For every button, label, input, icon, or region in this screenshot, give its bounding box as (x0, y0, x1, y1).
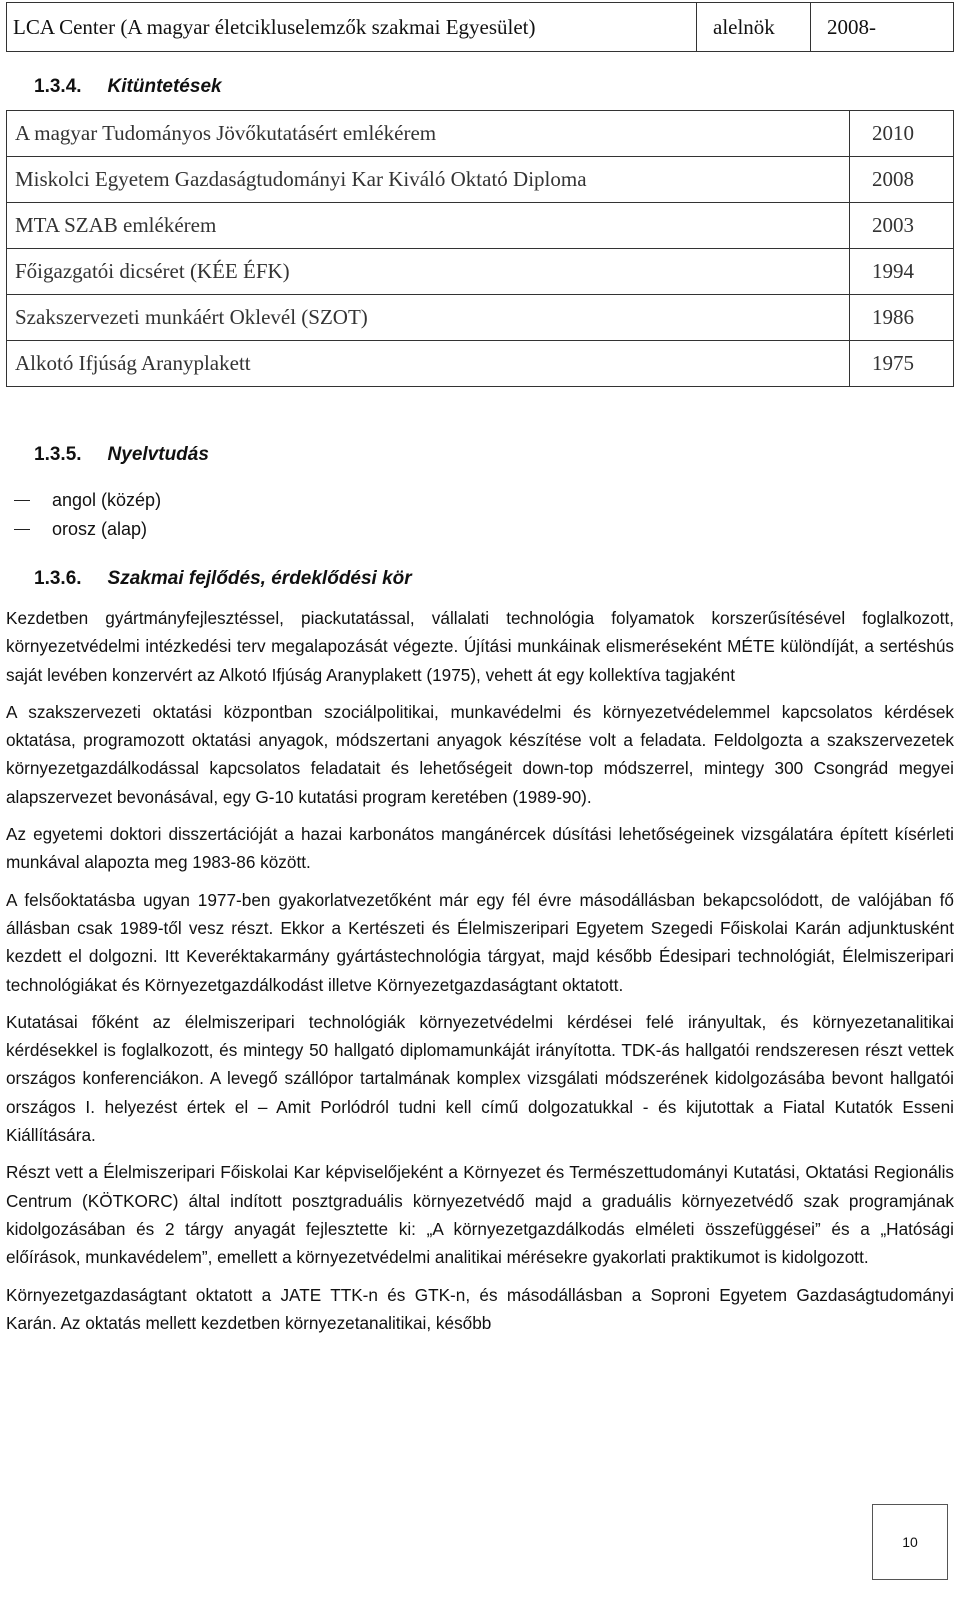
list-item (14, 515, 161, 544)
section-heading-awards (34, 76, 222, 98)
body-text (6, 604, 954, 1346)
paragraph: Kezdetben gyártmányfejlesztéssel, piackutatással, vállalati technológia folyamatok korszerűsítésével foglalkozott, környezetvédelmi intézkedési terv megalapozását végezte. Újítási munkáinak elismeréseként MÉTE különdíját, a sertéshús saját levében konzervért az Alkotó Ifjúság Aranyplakett (1975), vehett át egy kollektíva tagjaként (6, 608, 954, 685)
section-number: 1.3.5. (34, 444, 82, 465)
page-header (6, 2, 954, 52)
section-number: 1.3.6. (34, 568, 82, 589)
award-year: 2003 (850, 203, 954, 249)
section-heading-languages (34, 444, 209, 466)
page-number: 10 (872, 1504, 948, 1580)
section-title: Szakmai fejlődés, érdeklődési kör (107, 568, 412, 589)
dash-bullet-icon (14, 500, 30, 501)
table-row (7, 341, 954, 387)
award-name: A magyar Tudományos Jövőkutatásért emlékérem (7, 111, 850, 157)
award-year: 1994 (850, 249, 954, 295)
list-item (14, 486, 161, 515)
award-name: Főigazgatói dicséret (KÉE ÉFK) (7, 249, 850, 295)
section-number: 1.3.4. (34, 76, 82, 97)
section-title: Kitüntetések (107, 76, 222, 97)
table-row (7, 295, 954, 341)
award-year: 2008 (850, 157, 954, 203)
award-year: 2010 (850, 111, 954, 157)
award-year: 1986 (850, 295, 954, 341)
language-entry: angol (közép) (52, 490, 162, 510)
table-row (7, 157, 954, 203)
header-role: alelnök (697, 3, 811, 51)
award-name: MTA SZAB emlékérem (7, 203, 850, 249)
paragraph: A szakszervezeti oktatási központban szociálpolitikai, munkavédelmi és környezetvédelemmel kapcsolatos kérdések oktatása, programozott oktatási anyagok, módszertani anyagok készítése volt a feladata. Feldolgozta a szakszervezetek környezetgazdálkodással kapcsolatos feladatait és lehetőségeit down-top módszerrel, mintegy 300 Csongrád megyei alapszervezet bevonásával, egy G-10 kutatási program keretében (1989-90). (6, 701, 954, 807)
paragraph: Környezetgazdaságtant oktatott a JATE TTK-n és GTK-n, és másodállásban a Soproni Egyetem Gazdaságtudományi Karán. Az oktatás mellett kezdetben környezetanalitikai, később (6, 1284, 954, 1333)
paragraph: Kutatásai főként az élelmiszeripari technológiák környezetvédelmi kérdései felé irányultak, és környezetanalitikai kérdésekkel is foglalkozott, és mintegy 50 hallgató diplomamunkáját irányította. TDK-ás hallgatói rendszeresen részt vettek országos konferenciákon. A levegő szállópor tartalmának komplex vizsgálati módszerének kidolgozásába bevont hallgatói országos I. helyezést értek el – Amit Porlódról tudni kell című dolgozatukkal - és kijutottak a Fiatal Kutatók Esseni Kiállítására. (6, 1011, 954, 1146)
award-name: Szakszervezeti munkáért Oklevél (SZOT) (7, 295, 850, 341)
paragraph: Az egyetemi doktori disszertációját a hazai karbonátos mangánércek dúsítási lehetőségeinek vizsgálatára épített kísérleti munkával alapozta meg 1983-86 között. (6, 824, 954, 873)
awards-table (6, 110, 954, 387)
section-title: Nyelvtudás (107, 444, 209, 465)
paragraph: A felsőoktatásba ugyan 1977-ben gyakorlatvezetőként már egy fél évre másodállásban bekapcsolódott, de valójában fő állásban csak 1989-től vesz részt. Ekkor a Kertészeti és Élelmiszeripari Egyetem Szegedi Főiskolai Karán adjunktusként kezdett el dolgozni. Itt Keveréktakarmány gyártástechnológia tárgyat, majd később Édesipari technológiát, Élelmiszeripari technológiákat és Környezetgazdálkodást illetve Környezetgazdaságtant oktatott. (6, 889, 954, 995)
table-row (7, 111, 954, 157)
award-name: Alkotó Ifjúság Aranyplakett (7, 341, 850, 387)
language-entry: orosz (alap) (52, 519, 148, 539)
dash-bullet-icon (14, 529, 30, 530)
award-year: 1975 (850, 341, 954, 387)
section-heading-professional (34, 568, 412, 590)
paragraph: Részt vett a Élelmiszeripari Főiskolai Kar képviselőjeként a Környezet és Természettudományi Kutatási, Oktatási Regionális Centrum (KÖTKORC) által indított posztgraduális környezetvédő majd a graduális környezetvédő szak programjának kidolgozásában és 2 tárgy anyagát fejlesztette ki: „A környezetgazdálkodás elméleti összefüggései” és a „Hatósági előírások, munkavédelem”, emellett a környezetvédelmi analitikai mérésekre gyakorlati praktikumot is kidolgozott. (6, 1162, 954, 1268)
award-name: Miskolci Egyetem Gazdaságtudományi Kar Kiváló Oktató Diploma (7, 157, 850, 203)
header-year: 2008- (827, 14, 876, 39)
header-organization: LCA Center (A magyar életcikluselemzők szakmai Egyesület) (7, 3, 697, 51)
table-row (7, 203, 954, 249)
table-row (7, 249, 954, 295)
language-list (14, 486, 161, 544)
